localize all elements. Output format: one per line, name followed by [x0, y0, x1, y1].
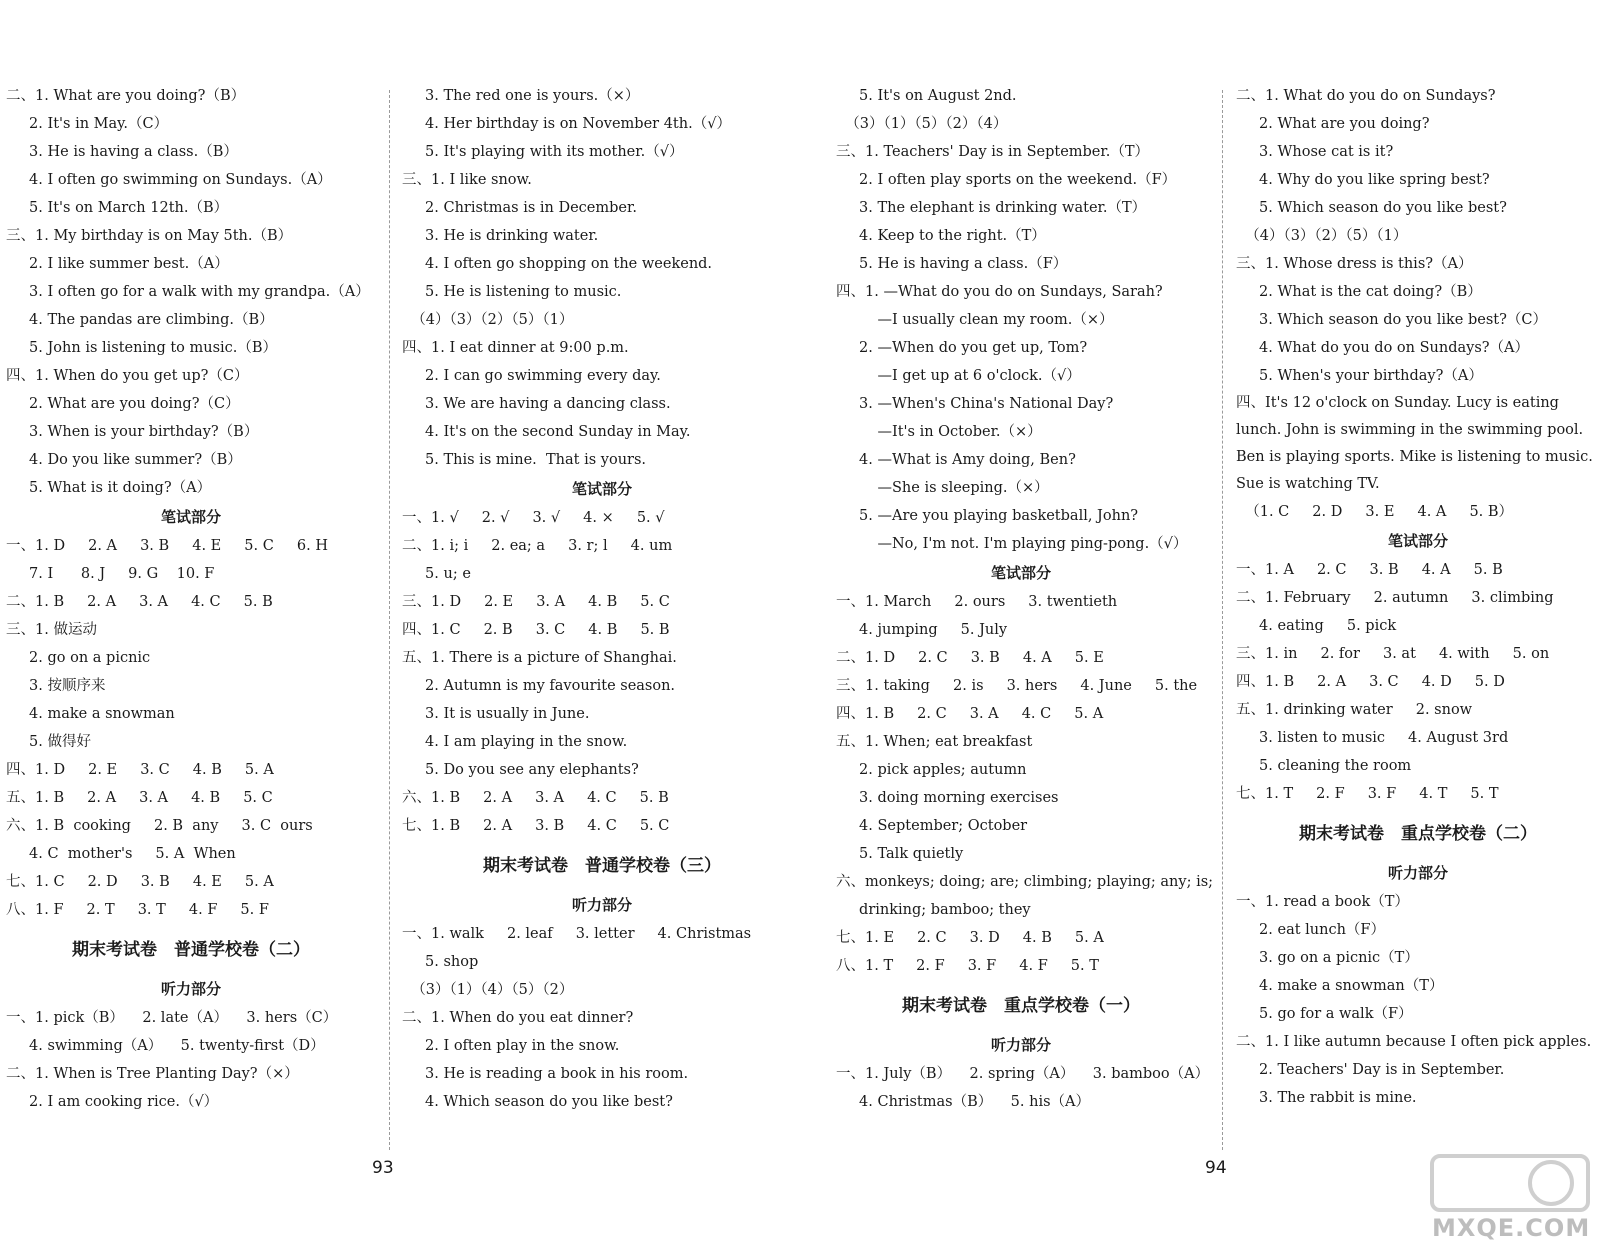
answer-block: [402, 504, 802, 840]
answer-line: 二、1. When do you eat dinner?: [402, 1010, 634, 1026]
answer-line: 4. Why do you like spring best?: [1236, 172, 1490, 188]
answer-line: 5. shop: [402, 954, 479, 970]
column-4: [1236, 82, 1600, 1112]
answer-line: 一、1. √ 2. √ 3. √ 4. × 5. √: [402, 510, 665, 526]
answer-line: 一、1. July（B） 2. spring（A） 3. bamboo（A）: [836, 1066, 1210, 1082]
answer-line: 二、1. B 2. A 3. A 4. C 5. B: [6, 594, 273, 610]
answer-line: 4. I am playing in the snow.: [402, 734, 628, 750]
answer-line: 4. make a snowman（T）: [1236, 978, 1444, 994]
answer-line: 3. —When's China's National Day?: [836, 396, 1114, 412]
answer-line: 2. I often play in the snow.: [402, 1038, 620, 1054]
watermark: [1420, 1150, 1596, 1246]
answer-line: 四、1. B 2. C 3. A 4. C 5. A: [836, 706, 1104, 722]
answer-line: 3. The rabbit is mine.: [1236, 1090, 1417, 1106]
answer-line: 2. pick apples; autumn: [836, 762, 1027, 778]
answer-line: 三、1. taking 2. is 3. hers 4. June 5. the: [836, 678, 1198, 694]
answer-line: 2. I can go swimming every day.: [402, 368, 661, 384]
answer-line: （3）（1）（4）（5）（2）: [402, 982, 574, 998]
answer-line: 2. I like summer best.（A）: [6, 256, 229, 272]
answer-line: 三、1. Teachers' Day is in September.（T）: [836, 144, 1150, 160]
answer-line: 2. —When do you get up, Tom?: [836, 340, 1088, 356]
answer-line: 八、1. T 2. F 3. F 4. F 5. T: [836, 958, 1099, 974]
answer-line: 5. 做得好: [6, 734, 91, 750]
answer-line: 一、1. A 2. C 3. B 4. A 5. B: [1236, 562, 1503, 578]
answer-line: 二、1. i; i 2. ea; a 3. r; l 4. um: [402, 538, 673, 554]
answer-line: 3. Whose cat is it?: [1236, 144, 1394, 160]
page-number-left: 93: [372, 1158, 394, 1178]
answer-block: [836, 588, 1214, 980]
answer-line: 3. listen to music 4. August 3rd: [1236, 730, 1509, 746]
answer-line: 七、1. C 2. D 3. B 4. E 5. A: [6, 874, 274, 890]
answer-line: 三、1. My birthday is on May 5th.（B）: [6, 228, 293, 244]
answer-line: 5. Do you see any elephants?: [402, 762, 639, 778]
answer-line: 2. What are you doing?（C）: [6, 396, 240, 412]
section-heading: 笔试部分: [160, 508, 221, 526]
answer-line: 4. I often go shopping on the weekend.: [402, 256, 713, 272]
answer-line: 4. Do you like summer?（B）: [6, 452, 242, 468]
answer-line: 5. It's playing with its mother.（√）: [402, 144, 684, 160]
answer-line: 5. go for a walk（F）: [1236, 1006, 1413, 1022]
answer-line: 2. Teachers' Day is in September.: [1236, 1062, 1505, 1078]
answer-line: 4. eating 5. pick: [1236, 618, 1397, 634]
answer-block: [1236, 82, 1600, 390]
answer-line: 4. jumping 5. July: [836, 622, 1008, 638]
answer-line: 4. Which season do you like best?: [402, 1094, 673, 1110]
answer-line: 三、1. in 2. for 3. at 4. with 5. on: [1236, 646, 1550, 662]
answer-line: 3. He is having a class.（B）: [6, 144, 238, 160]
answer-line: 4. Keep to the right.（T）: [836, 228, 1046, 244]
answer-line: 3. When is your birthday?（B）: [6, 424, 259, 440]
answer-line: 二、1. I like autumn because I often pick apples.: [1236, 1034, 1592, 1050]
section-heading: 听力部分: [1387, 864, 1448, 882]
answer-line: 4. September; October: [836, 818, 1028, 834]
answer-block: [402, 920, 802, 1116]
column-1: [6, 82, 376, 1116]
answer-line: 一、1. March 2. ours 3. twentieth: [836, 594, 1118, 610]
section-heading: 听力部分: [571, 896, 632, 914]
answer-line: 七、1. E 2. C 3. D 4. B 5. A: [836, 930, 1104, 946]
column-divider-left: [389, 90, 390, 1150]
answer-line: 四、1. When do you get up?（C）: [6, 368, 249, 384]
answer-line: 3. go on a picnic（T）: [1236, 950, 1419, 966]
answer-line: 3. I often go for a walk with my grandpa.（A）: [6, 284, 370, 300]
answer-line: 三、1. 做运动: [6, 622, 97, 638]
answer-line: 5. What is it doing?（A）: [6, 480, 212, 496]
answer-line: 2. Christmas is in December.: [402, 200, 637, 216]
answer-line: 五、1. There is a picture of Shanghai.: [402, 650, 677, 666]
answer-line: 八、1. F 2. T 3. T 4. F 5. F: [6, 902, 269, 918]
answer-line: 2. What is the cat doing?（B）: [1236, 284, 1482, 300]
answer-line: —I usually clean my room.（×）: [836, 312, 1114, 328]
answer-line: （4）（3）（2）（5）（1）: [402, 312, 574, 328]
answer-line: 3. 按顺序来: [6, 678, 106, 694]
answer-block: [1236, 888, 1600, 1112]
answer-line: 4. What do you do on Sundays?（A）: [1236, 340, 1530, 356]
exam-title: 期末考试卷 重点学校卷（一）: [902, 996, 1140, 1016]
answer-line: 3. We are having a dancing class.: [402, 396, 671, 412]
passage-paragraph: 四、It's 12 o'clock on Sunday. Lucy is eating lunch. John is swimming in the swimming pool. Ben is playing sports. Mike is listening to music. Sue is watching TV.: [1236, 395, 1593, 492]
answer-block: [836, 1060, 1210, 1116]
answer-line: 四、1. B 2. A 3. C 4. D 5. D: [1236, 674, 1505, 690]
answer-line: 二、1. What are you doing?（B）: [6, 88, 246, 104]
answer-block: [836, 82, 1206, 558]
section-heading: 笔试部分: [990, 564, 1051, 582]
answer-line: 5. He is listening to music.: [402, 284, 622, 300]
answer-line: 4. Christmas（B） 5. his（A）: [836, 1094, 1091, 1110]
answer-line: 3. The red one is yours.（×）: [402, 88, 640, 104]
answer-line: 4. It's on the second Sunday in May.: [402, 424, 691, 440]
answer-line: 三、1. I like snow.: [402, 172, 532, 188]
answer-line: 2. I often play sports on the weekend.（F）: [836, 172, 1177, 188]
answer-line: 5. —Are you playing basketball, John?: [836, 508, 1139, 524]
answer-line: 一、1. D 2. A 3. B 4. E 5. C 6. H: [6, 538, 328, 554]
answer-line: 4. I often go swimming on Sundays.（A）: [6, 172, 332, 188]
answer-line: 5. John is listening to music.（B）: [6, 340, 278, 356]
exam-title: 期末考试卷 普通学校卷（二）: [72, 940, 310, 960]
answer-line: 2. What are you doing?: [1236, 116, 1430, 132]
answer-line: —No, I'm not. I'm playing ping-pong.（√）: [836, 536, 1188, 552]
watermark-text: MXQE.COM: [1432, 1214, 1591, 1242]
exam-title: 期末考试卷 普通学校卷（三）: [483, 856, 721, 876]
section-heading: 听力部分: [990, 1036, 1051, 1054]
answer-line: 二、1. When is Tree Planting Day?（×）: [6, 1066, 299, 1082]
answer-line: 一、1. pick（B） 2. late（A） 3. hers（C）: [6, 1010, 338, 1026]
answer-line: 四、1. I eat dinner at 9:00 p.m.: [402, 340, 629, 356]
answer-line: 2. go on a picnic: [6, 650, 151, 666]
page-number-right: 94: [1205, 1158, 1227, 1178]
answer-line: 3. He is reading a book in his room.: [402, 1066, 689, 1082]
answer-line: 2. I am cooking rice.（√）: [6, 1094, 219, 1110]
answer-line: 3. He is drinking water.: [402, 228, 599, 244]
answer-line: 七、1. B 2. A 3. B 4. C 5. C: [402, 818, 670, 834]
answer-line: 五、1. drinking water 2. snow: [1236, 702, 1473, 718]
answer-line: 4. C mother's 5. A When: [6, 846, 236, 862]
watermark-circle-icon: [1528, 1160, 1574, 1206]
answer-line: 2. Autumn is my favourite season.: [402, 678, 676, 694]
answer-block: [6, 532, 376, 924]
answer-line: 五、1. B 2. A 3. A 4. B 5. C: [6, 790, 273, 806]
answer-line: —She is sleeping.（×）: [836, 480, 1049, 496]
answer-line: 六、monkeys; doing; are; climbing; playing; any; is;: [836, 874, 1214, 890]
answer-line: 4. make a snowman: [6, 706, 175, 722]
answer-line: 5. He is having a class.（F）: [836, 256, 1068, 272]
answer-line: 四、1. D 2. E 3. C 4. B 5. A: [6, 762, 274, 778]
answer-line: 六、1. B cooking 2. B any 3. C ours: [6, 818, 313, 834]
answer-line: （4）（3）（2）（5）（1）: [1236, 228, 1408, 244]
passage-answers: （1. C 2. D 3. E 4. A 5. B）: [1236, 504, 1514, 520]
answer-line: 五、1. When; eat breakfast: [836, 734, 1033, 750]
answer-line: —I get up at 6 o'clock.（√）: [836, 368, 1081, 384]
answer-line: 5. Which season do you like best?: [1236, 200, 1507, 216]
answer-line: 5. It's on August 2nd.: [836, 88, 1017, 104]
answer-line: 二、1. What do you do on Sundays?: [1236, 88, 1496, 104]
answer-line: （3）（1）（5）（2）（4）: [836, 116, 1008, 132]
answer-line: 四、1. —What do you do on Sundays, Sarah?: [836, 284, 1163, 300]
answer-line: 二、1. February 2. autumn 3. climbing: [1236, 590, 1554, 606]
exam-title: 期末考试卷 重点学校卷（二）: [1299, 824, 1537, 844]
column-3: [836, 82, 1214, 1116]
answer-line: 3. The elephant is drinking water.（T）: [836, 200, 1147, 216]
answer-block: [6, 1004, 376, 1116]
answer-line: 2. eat lunch（F）: [1236, 922, 1385, 938]
answer-line: 六、1. B 2. A 3. A 4. C 5. B: [402, 790, 669, 806]
section-heading: 听力部分: [160, 980, 221, 998]
answer-line: 5. cleaning the room: [1236, 758, 1412, 774]
answer-line: 5. When's your birthday?（A）: [1236, 368, 1483, 384]
answer-line: drinking; bamboo; they: [836, 902, 1031, 918]
answer-line: 5. u; e: [402, 566, 471, 582]
answer-line: 2. It's in May.（C）: [6, 116, 169, 132]
answer-line: 4. The pandas are climbing.（B）: [6, 312, 274, 328]
answer-line: 7. I 8. J 9. G 10. F: [6, 566, 215, 582]
answer-line: 二、1. D 2. C 3. B 4. A 5. E: [836, 650, 1104, 666]
answer-line: 四、1. C 2. B 3. C 4. B 5. B: [402, 622, 670, 638]
answer-line: 4. swimming（A） 5. twenty-first（D）: [6, 1038, 325, 1054]
answer-line: 一、1. walk 2. leaf 3. letter 4. Christmas: [402, 926, 752, 942]
answer-line: 5. This is mine. That is yours.: [402, 452, 647, 468]
answer-line: 4. Her birthday is on November 4th.（√）: [402, 116, 731, 132]
answer-block: [6, 82, 376, 502]
answer-line: 3. doing morning exercises: [836, 790, 1059, 806]
answer-line: 三、1. Whose dress is this?（A）: [1236, 256, 1473, 272]
answer-line: 5. It's on March 12th.（B）: [6, 200, 229, 216]
section-heading: 笔试部分: [571, 480, 632, 498]
answer-line: 4. —What is Amy doing, Ben?: [836, 452, 1076, 468]
answer-line: 七、1. T 2. F 3. F 4. T 5. T: [1236, 786, 1499, 802]
answer-line: 3. It is usually in June.: [402, 706, 590, 722]
answer-block: [402, 82, 802, 474]
answer-line: 3. Which season do you like best?（C）: [1236, 312, 1547, 328]
section-heading: 笔试部分: [1387, 532, 1448, 550]
answer-line: 5. Talk quietly: [836, 846, 964, 862]
answer-line: 一、1. read a book（T）: [1236, 894, 1409, 910]
answer-line: —It's in October.（×）: [836, 424, 1042, 440]
column-divider-right: [1222, 90, 1223, 1150]
answer-line: 三、1. D 2. E 3. A 4. B 5. C: [402, 594, 670, 610]
answer-block: [1236, 556, 1600, 808]
column-2: [402, 82, 802, 1116]
